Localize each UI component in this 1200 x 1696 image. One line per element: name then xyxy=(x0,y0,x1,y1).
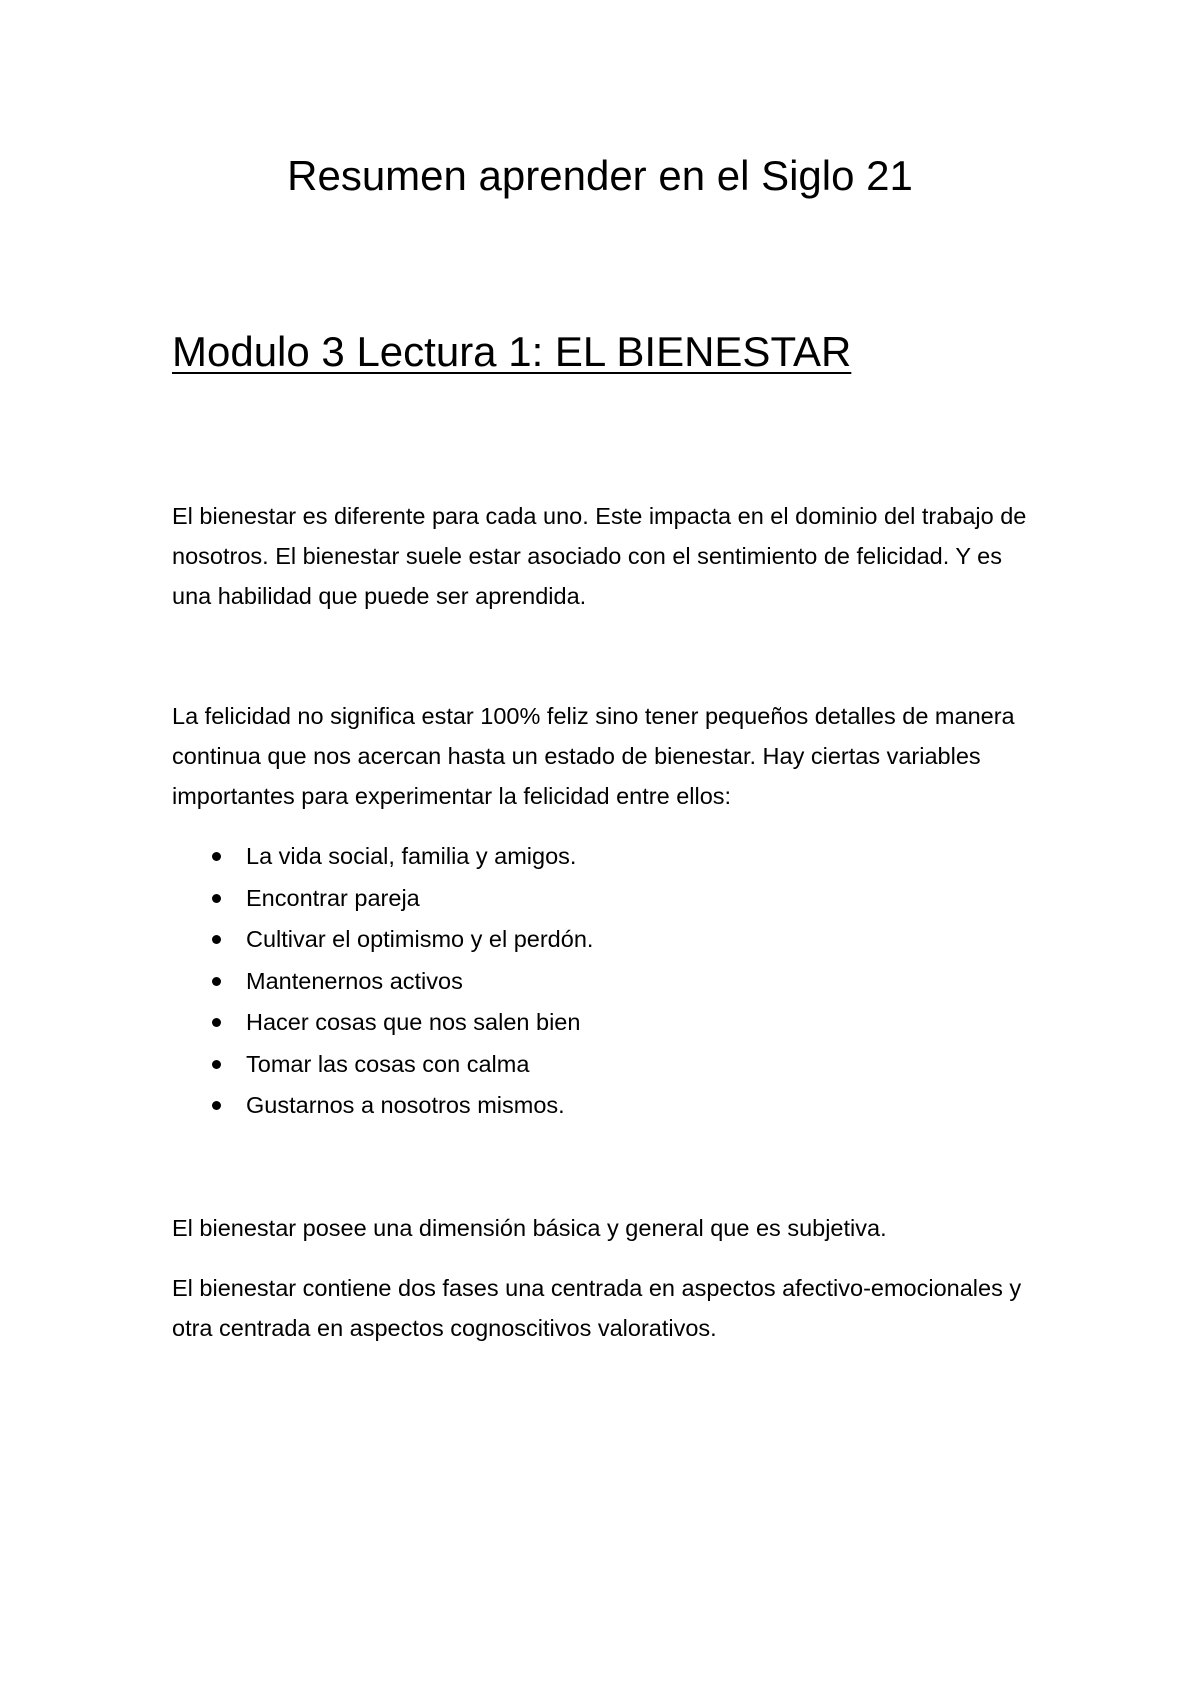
bullet-icon xyxy=(212,894,221,903)
list-item-text: Mantenernos activos xyxy=(246,967,463,994)
list-item xyxy=(172,919,593,961)
bullet-icon xyxy=(212,1018,221,1027)
list-item xyxy=(172,961,593,1003)
list-item-text: Cultivar el optimismo y el perdón. xyxy=(246,926,594,952)
list-item-text: Tomar las cosas con calma xyxy=(246,1050,530,1077)
list-item-text: Encontrar pareja xyxy=(246,884,420,911)
happiness-variables-list xyxy=(172,836,593,1127)
list-item-text: La vida social, familia y amigos. xyxy=(246,843,577,869)
bullet-icon xyxy=(212,977,221,986)
bullet-icon xyxy=(212,1060,221,1069)
bullet-icon xyxy=(212,852,221,861)
paragraph-wellbeing-intro: El bienestar es diferente para cada uno. Este impacta en el dominio del trabajo de nosotros. El bienestar suele estar asociado con el sentimiento de felicidad. Y es una habilidad que puede ser aprendida. xyxy=(172,503,1027,609)
paragraph-happiness: La felicidad no significa estar 100% feliz sino tener pequeños detalles de manera continua que nos acercan hasta un estado de bienestar. Hay ciertas variables importantes para experimentar la felicidad entre ellos: xyxy=(172,703,1015,809)
bullet-icon xyxy=(212,935,221,944)
list-item xyxy=(172,1044,593,1086)
paragraph-subjective-dimension: El bienestar posee una dimensión básica y general que es subjetiva. xyxy=(172,1215,887,1241)
list-item xyxy=(172,836,593,878)
list-item xyxy=(172,878,593,920)
list-item xyxy=(172,1002,593,1044)
document-title: Resumen aprender en el Siglo 21 xyxy=(287,152,913,199)
paragraph-two-phases: El bienestar contiene dos fases una centrada en aspectos afectivo-emocionales y otra centrada en aspectos cognoscitivos valorativos. xyxy=(172,1275,1022,1341)
list-item-text: Hacer cosas que nos salen bien xyxy=(246,1009,581,1035)
list-item-text: Gustarnos a nosotros mismos. xyxy=(246,1092,565,1118)
bullet-icon xyxy=(212,1101,221,1110)
list-item xyxy=(172,1085,593,1127)
module-heading: Modulo 3 Lectura 1: EL BIENESTAR xyxy=(172,328,852,375)
